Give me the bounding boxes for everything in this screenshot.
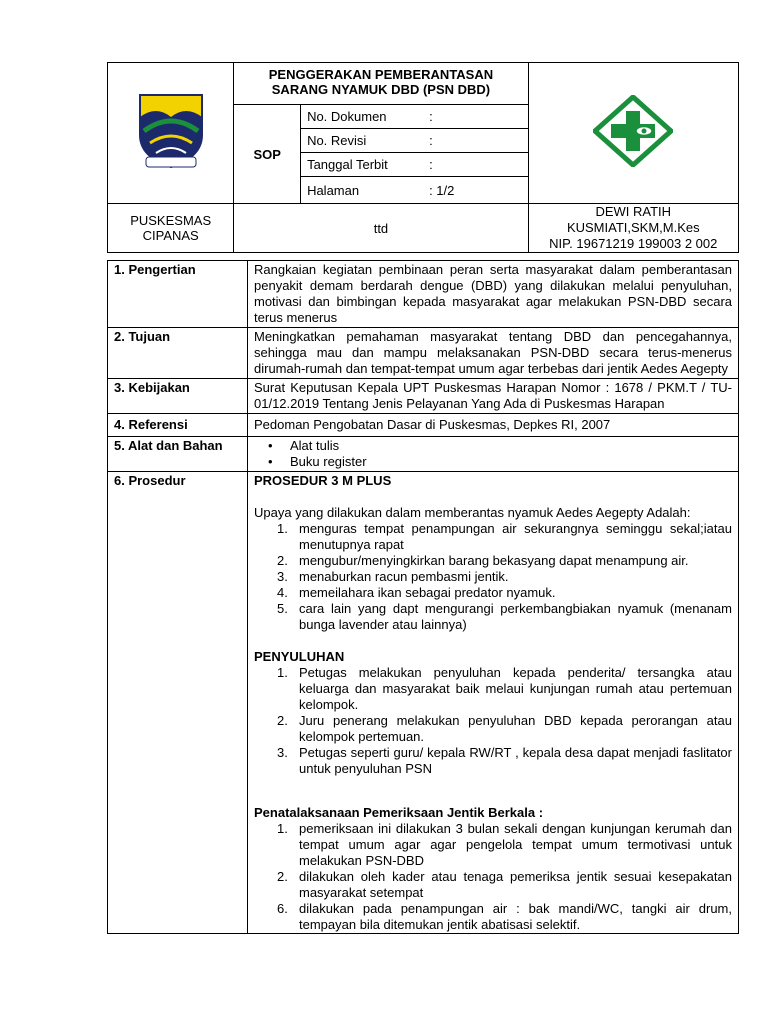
meta-row-tanggal bbox=[301, 153, 528, 177]
list-item: 2. Juru penerang melakukan penyuluhan DBD kepada perorangan atau kelompok pertemuan. bbox=[277, 713, 732, 744]
section-referensi bbox=[108, 414, 739, 437]
regency-emblem-icon bbox=[136, 91, 206, 171]
meta-row-revisi bbox=[301, 129, 528, 153]
list-item: 3. menaburkan racun pembasmi jentik. bbox=[277, 569, 509, 584]
meta-label: No. Revisi bbox=[307, 133, 367, 148]
section-list bbox=[248, 437, 739, 472]
list-item: 6. dilakukan pada penampungan air : bak mandi/WC, tangki air drum, tempayan bila ditemukan jentik abatisasi selektif. bbox=[277, 901, 732, 932]
prosedur-heading-jentik: Penatalaksanaan Pemeriksaan Jentik Berkala : bbox=[254, 805, 544, 820]
section-text: Surat Keputusan Kepala UPT Puskesmas Harapan Nomor : 1678 / PKM.T / TU-01/12.2019 Tentang Jenis Pelayanan Yang Ada di Puskesmas Harapan bbox=[248, 379, 739, 414]
puskesmas-logo-icon bbox=[593, 95, 673, 167]
list-item: 5. cara lain yang dapt mengurangi perkembangbiakan nyamuk (menanam bunga lavender atau lainnya) bbox=[277, 601, 732, 632]
signature-cell: ttd bbox=[234, 204, 528, 253]
list-item: 1. menguras tempat penampungan air sekurangnya seminggu sekal;iatau menutupnya rapat bbox=[277, 521, 732, 552]
section-kebijakan bbox=[108, 379, 739, 414]
steps-3m-list bbox=[254, 521, 732, 633]
meta-value: : bbox=[429, 133, 433, 148]
section-text: Rangkaian kegiatan pembinaan peran serta masyarakat dalam pemberantasan penyakit demam berdarah dengue (DBD) yang dilakukan melalui penyuluhan, motivasi dan bimbingan kepada masyarakat agar melakukan PSN-DBD secara terus menerus bbox=[248, 261, 739, 328]
list-item: 3. Petugas seperti guru/ kepala RW/RT , kepala desa dapat menjadi faslitator untuk penyuluhan PSN bbox=[277, 745, 732, 776]
regency-logo-frame bbox=[108, 63, 234, 204]
list-item: 1. pemeriksaan ini dilakukan 3 bulan sekali dengan kunjungan kerumah dan tempat umum agar agar pengelola tempat umum termotivasi untuk melakukan PSN-DBD bbox=[277, 821, 732, 868]
section-label: 3. Kebijakan bbox=[108, 379, 248, 414]
list-item: 4. memeilahara ikan sebagai predator nyamuk. bbox=[277, 585, 556, 600]
prosedur-heading-penyuluhan: PENYULUHAN bbox=[254, 649, 345, 664]
meta-value: : bbox=[429, 109, 433, 124]
section-label: 2. Tujuan bbox=[108, 328, 248, 379]
section-prosedur bbox=[108, 472, 739, 934]
org-name-cell bbox=[108, 204, 234, 253]
meta-row-dokumen bbox=[301, 105, 528, 129]
prosedur-content bbox=[248, 472, 739, 934]
list-item: 1. Petugas melakukan penyuluhan kepada penderita/ tersangka atau keluarga dan masyarakat baik melaui kunjungan rumah atau pertemuan kelompok. bbox=[277, 665, 732, 712]
signer-cell bbox=[528, 204, 738, 253]
meta-label: No. Dokumen bbox=[307, 109, 387, 124]
list-item: • Alat tulis bbox=[290, 438, 732, 454]
signer-name-2: KUSMIATI,SKM,M.Kes bbox=[566, 220, 700, 235]
prosedur-intro: Upaya yang dilakukan dalam memberantas nyamuk Aedes Aegepty Adalah: bbox=[254, 505, 691, 520]
section-label: 5. Alat dan Bahan bbox=[108, 437, 248, 472]
meta-row-halaman bbox=[301, 177, 528, 204]
prosedur-heading-3m: PROSEDUR 3 M PLUS bbox=[254, 473, 392, 488]
signer-nip: NIP. 19671219 199003 2 002 bbox=[549, 236, 718, 251]
list-item: 2. mengubur/menyingkirkan barang bekasyang dapat menampung air. bbox=[277, 553, 689, 568]
section-tujuan bbox=[108, 328, 739, 379]
section-text: Meningkatkan pemahaman masyarakat tentang DBD dan pencegahannya, sehingga mau dan mampu melaksanakan PSN-DBD secara terus-menerus dirumah-rumah dan tempat-tempat umum agar terbebas dari jentik Aedes Aegepty bbox=[248, 328, 739, 379]
section-label: 4. Referensi bbox=[108, 414, 248, 437]
sop-header-grid bbox=[107, 62, 739, 253]
list-item: 2. dilakukan oleh kader atau tenaga pemeriksa jentik sesuai kesepakatan masyarakat setempat bbox=[277, 869, 732, 900]
meta-value: : bbox=[429, 157, 433, 172]
sop-title-text-2: SARANG NYAMUK DBD (PSN DBD) bbox=[271, 82, 491, 97]
meta-label: Tanggal Terbit bbox=[307, 157, 388, 172]
section-label: 6. Prosedur bbox=[108, 472, 248, 934]
section-label: 1. Pengertian bbox=[108, 261, 248, 328]
meta-value: : 1/2 bbox=[429, 182, 455, 198]
section-pengertian bbox=[108, 261, 739, 328]
steps-penyuluhan-list bbox=[254, 665, 732, 777]
org-line2: CIPANAS bbox=[142, 228, 199, 243]
sop-title bbox=[234, 63, 528, 105]
steps-jentik-list bbox=[254, 821, 732, 933]
meta-label: Halaman bbox=[307, 182, 360, 198]
puskesmas-logo-frame bbox=[528, 63, 738, 204]
list-item: • Buku register bbox=[290, 454, 732, 470]
org-line1: PUSKESMAS bbox=[130, 213, 212, 228]
section-text: Pedoman Pengobatan Dasar di Puskesmas, Depkes RI, 2007 bbox=[248, 414, 739, 437]
sop-label: SOP bbox=[234, 105, 301, 204]
section-alat bbox=[108, 437, 739, 472]
signer-name-1: DEWI RATIH bbox=[595, 204, 672, 219]
sop-content-table bbox=[107, 260, 739, 934]
sop-title-text-1: PENGGERAKAN PEMBERANTASAN bbox=[268, 67, 494, 82]
